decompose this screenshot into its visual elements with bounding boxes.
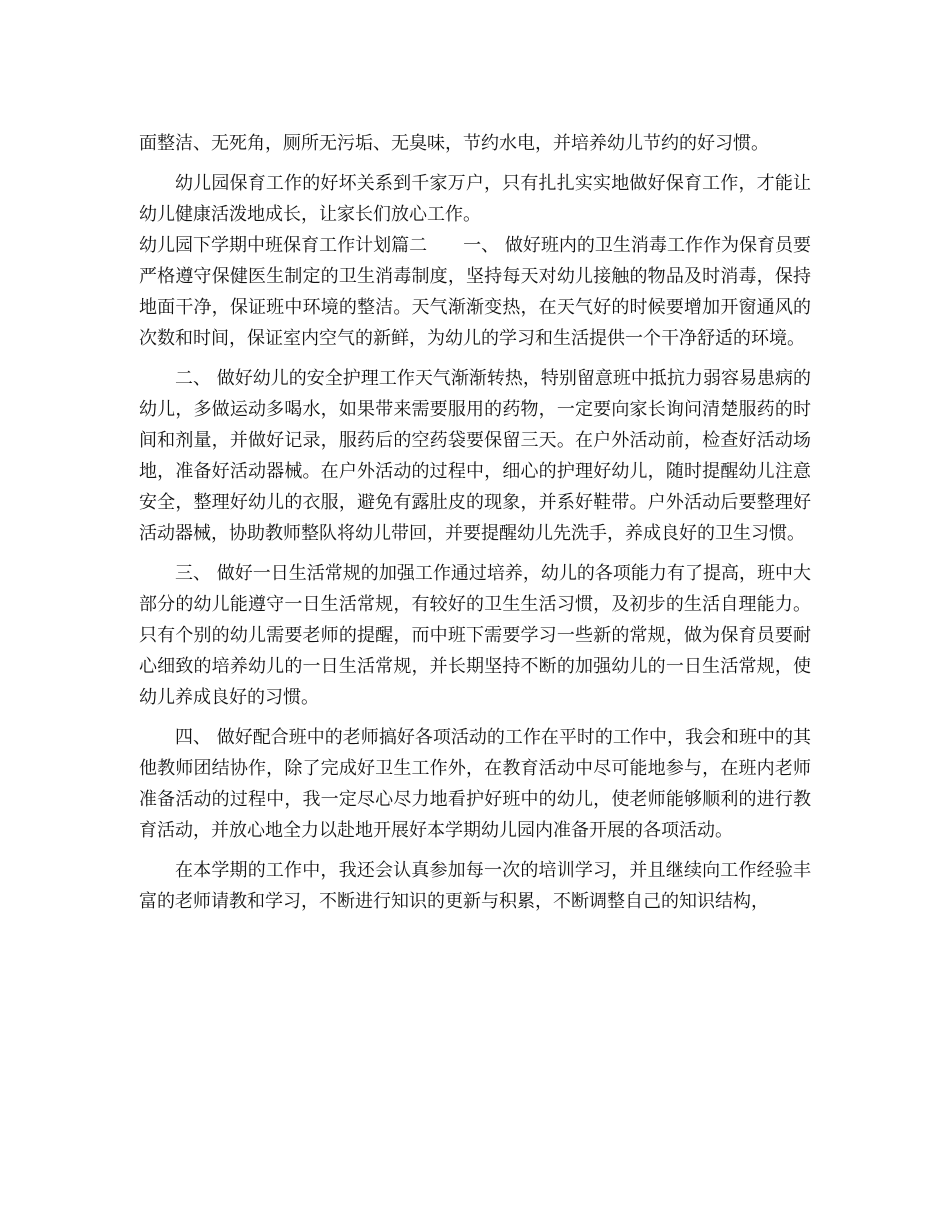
paragraph-section-four: 四、 做好配合班中的老师搞好各项活动的工作在平时的工作中，我会和班中的其他教师团结协作，除了完成好卫生工作外，在教育活动中尽可能地参与，在班内老师准备活动的过程中，我一定尽心尽力地看护好班中的幼儿，使老师能够顺利的进行教育活动，并放心地全力以赴地开展好本学期幼儿园内准备开展的各项活动。 <box>139 727 811 841</box>
document-body <box>139 128 811 917</box>
paragraph-section-three: 三、 做好一日生活常规的加强工作通过培养，幼儿的各项能力有了提高，班中大部分的幼儿能遵守一日生活常规，有较好的卫生生活习惯，及初步的生活自理能力。只有个别的幼儿需要老师的提醒，而中班下需要学习一些新的常规，做为保育员要耐心细致的培养幼儿的一日生活常规，并长期坚持不断的加强幼儿的一日生活常规，使幼儿养成良好的习惯。 <box>139 563 811 708</box>
paragraph-continuation: 面整洁、无死角，厕所无污垢、无臭味，节约水电，并培养幼儿节约的好习惯。 <box>139 133 769 154</box>
paragraph-section-two: 二、 做好幼儿的安全护理工作天气渐渐转热，特别留意班中抵抗力弱容易患病的幼儿，多做运动多喝水，如果带来需要服用的药物，一定要向家长询问清楚服药的时间和剂量，并做好记录，服药后的空药袋要保留三天。在户外活动前，检查好活动场地，准备好活动器械。在户外活动的过程中，细心的护理好幼儿，随时提醒幼儿注意安全，整理好幼儿的衣服，避免有露肚皮的现象，并系好鞋带。户外活动后要整理好活动器械，协助教师整队将幼儿带回，并要提醒幼儿先洗手，养成良好的卫生习惯。 <box>139 368 811 544</box>
paragraph-closing: 在本学期的工作中，我还会认真参加每一次的培训学习，并且继续向工作经验丰富的老师请教和学习，不断进行知识的更新与积累，不断调整自己的知识结构， <box>139 860 811 912</box>
paragraph-section-one: 幼儿园下学期中班保育工作计划篇二 一、 做好班内的卫生消毒工作作为保育员要严格遵守保健医生制定的卫生消毒制度，坚持每天对幼儿接触的物品及时消毒，保持地面干净，保证班中环境的整洁。天气渐渐变热，在天气好的时候要增加开窗通风的次数和时间，保证室内空气的新鲜，为幼儿的学习和生活提供一个干净舒适的环境。 <box>139 235 811 349</box>
paragraph-summary: 幼儿园保育工作的好坏关系到千家万户，只有扎扎实实地做好保育工作，才能让幼儿健康活泼地成长，让家长们放心工作。 <box>139 173 811 225</box>
